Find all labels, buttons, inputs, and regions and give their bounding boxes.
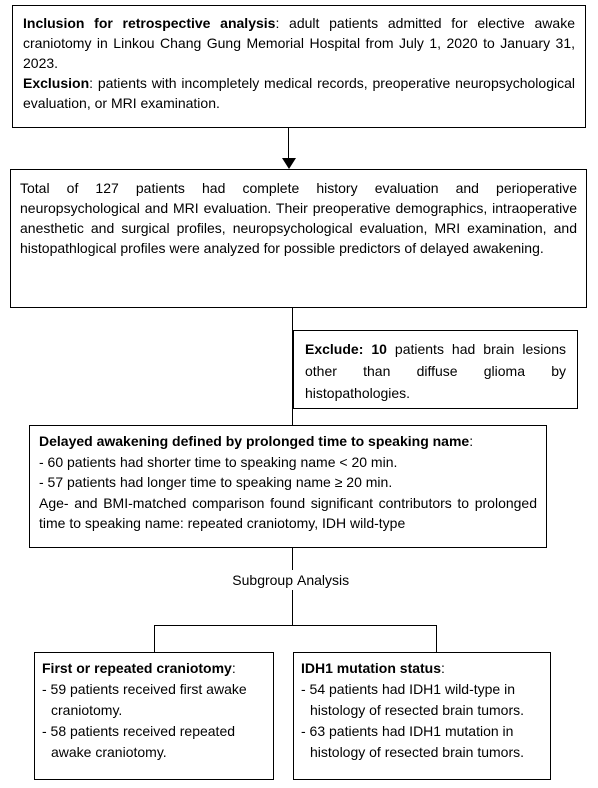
exclusion-text: : patients with incompletely medical records, preoperative neuropsychological evaluation, or MRI examination. xyxy=(23,75,575,111)
subgroup-label xyxy=(180,570,420,590)
cohort-box xyxy=(10,169,587,308)
idh1-box xyxy=(293,652,551,780)
delayed-title-line xyxy=(39,431,537,452)
delayed-comparison: Age- and BMI-matched comparison found significant contributors to prolonged time to speaking name: repeated craniotomy, IDH wild-type xyxy=(39,494,537,531)
connector-line-left-drop xyxy=(154,625,155,653)
exclusion-label: Exclusion xyxy=(23,75,90,91)
connector-line-top xyxy=(288,128,289,160)
idh1-title-suffix: : xyxy=(441,660,445,676)
idh1-item-wild-type: - 54 patients had IDH1 wild-type in histology of resected brain tumors. xyxy=(301,681,524,718)
connector-line-subgroup-bottom xyxy=(292,590,293,626)
exclude-box xyxy=(293,330,578,409)
exclusion-paragraph xyxy=(23,73,575,113)
cohort-text: Total of 127 patients had complete history evaluation and perioperative neuropsychological and MRI evaluation. Their preoperative demographics, intraoperative anesthetic and surgical profiles, neuropsychological evaluation, MRI examination, and histopathlogical profiles were analyzed for possible predictors of delayed awakening. xyxy=(20,180,577,256)
delayed-title-suffix: : xyxy=(469,433,474,449)
delayed-awakening-box xyxy=(29,425,547,548)
inclusion-label: Inclusion for retrospective analysis xyxy=(23,15,276,31)
delayed-title: Delayed awakening defined by prolonged time to speaking name xyxy=(39,433,470,449)
craniotomy-title-suffix: : xyxy=(231,660,236,676)
connector-line-subgroup-top xyxy=(292,548,293,570)
subgroup-label-right: Analysis xyxy=(297,572,350,588)
craniotomy-item-first: - 59 patients received first awake craniotomy. xyxy=(42,681,247,718)
delayed-item-longer: - 57 patients had longer time to speaking name ≥ 20 min. xyxy=(39,474,393,490)
idh1-title-line xyxy=(301,658,543,679)
idh1-title: IDH1 mutation status xyxy=(301,660,442,676)
inclusion-criteria-box xyxy=(12,5,586,128)
connector-line-split xyxy=(154,625,437,626)
idh1-item-mutation: - 63 patients had IDH1 mutation in histology of resected brain tumors. xyxy=(301,723,524,760)
craniotomy-title-line xyxy=(42,658,266,679)
delayed-item-shorter: - 60 patients had shorter time to speaking name < 20 min. xyxy=(39,453,398,470)
craniotomy-box xyxy=(34,652,274,780)
connector-line-right-drop xyxy=(436,625,437,653)
exclude-label: Exclude: 10 xyxy=(305,341,387,357)
exclude-detail: patients had brain lesions other than diffuse glioma by histopathologies. xyxy=(305,341,566,401)
exclude-text xyxy=(305,338,566,404)
inclusion-text: : adult patients admitted for elective awake craniotomy in Linkou Chang Gung Memorial Hospital from July 1, 2020 to January 31, 2023. xyxy=(23,15,575,71)
craniotomy-item-repeated: - 58 patients received repeated awake craniotomy. xyxy=(42,723,236,760)
subgroup-label-left: Subgroup xyxy=(232,572,293,588)
craniotomy-title: First or repeated craniotomy xyxy=(42,660,232,676)
inclusion-paragraph xyxy=(23,13,575,73)
